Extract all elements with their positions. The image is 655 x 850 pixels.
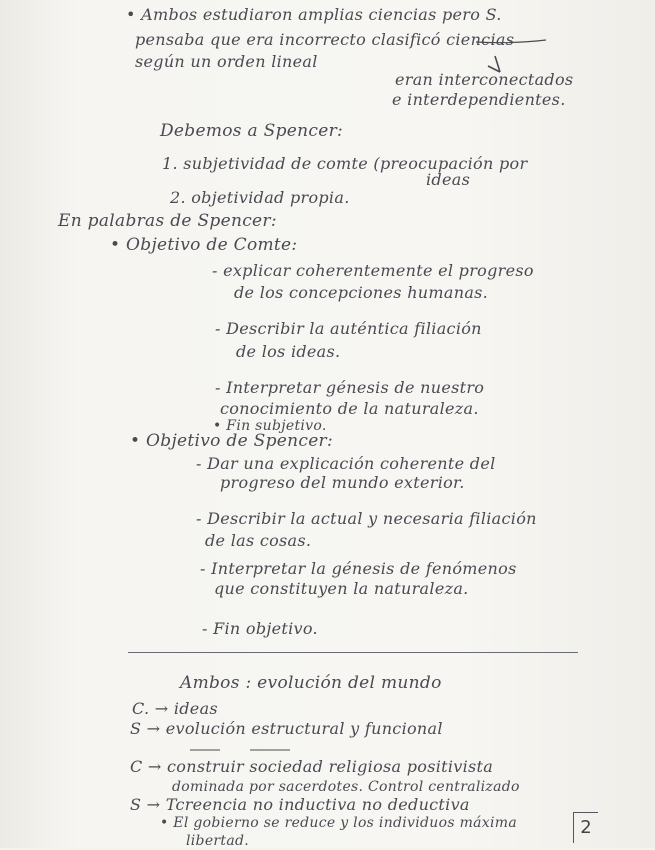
heading: Debemos a Spencer: xyxy=(160,121,344,141)
text-line: según un orden lineal xyxy=(135,52,318,71)
text-line: 1. subjetividad de comte (preocupación por xyxy=(162,154,528,173)
text-line: C → construir sociedad religiosa positivista xyxy=(130,757,494,776)
text-line: C. → ideas xyxy=(132,699,218,718)
underline-mark xyxy=(476,40,546,43)
text-line: - Interpretar la génesis de fenómenos xyxy=(200,559,517,578)
subheading: • Objetivo de Spencer: xyxy=(130,431,334,451)
text-line: progreso del mundo exterior. xyxy=(220,473,465,492)
text-line: de los ideas. xyxy=(236,342,341,361)
text-line: pensaba que era incorrecto clasificó ciencias xyxy=(135,30,515,49)
text-line: 2. objetividad propia. xyxy=(170,188,350,207)
text-line: - Describir la auténtica filiación xyxy=(215,319,482,338)
page-number: 2 xyxy=(573,812,598,843)
check-arrow-icon xyxy=(488,56,500,72)
text-line: eran interconectados xyxy=(395,70,574,89)
text-line: • El gobierno se reduce y los individuos máxima xyxy=(160,815,517,831)
heading: En palabras de Spencer: xyxy=(58,211,277,231)
text-line: • Ambos estudiaron amplias ciencias pero S. xyxy=(126,5,502,24)
text-line: de los concepciones humanas. xyxy=(234,283,489,302)
text-line: dominada por sacerdotes. Control centralizado xyxy=(172,779,520,795)
text-line: - Dar una explicación coherente del xyxy=(196,454,496,473)
text-line: conocimiento de la naturaleza. xyxy=(220,399,479,418)
text-line: e interdependientes. xyxy=(392,90,566,109)
text-line: ideas xyxy=(426,170,471,189)
text-line: S → Tcreencia no inductiva no deductiva xyxy=(130,795,470,814)
text-line: - Describir la actual y necesaria filiación xyxy=(196,509,537,528)
text-line: - Fin objetivo. xyxy=(202,619,318,638)
text-line: - explicar coherentemente el progreso xyxy=(212,261,534,280)
text-line: • Fin subjetivo. xyxy=(213,418,327,434)
text-line: S → evolución estructural y funcional xyxy=(130,719,443,738)
subheading: • Objetivo de Comte: xyxy=(110,235,298,255)
text-line: libertad. xyxy=(186,833,249,849)
text-line: de las cosas. xyxy=(205,531,312,550)
text-line: - Interpretar génesis de nuestro xyxy=(215,378,485,397)
text-line: que constituyen la naturaleza. xyxy=(214,579,469,598)
heading: Ambos : evolución del mundo xyxy=(180,673,442,693)
